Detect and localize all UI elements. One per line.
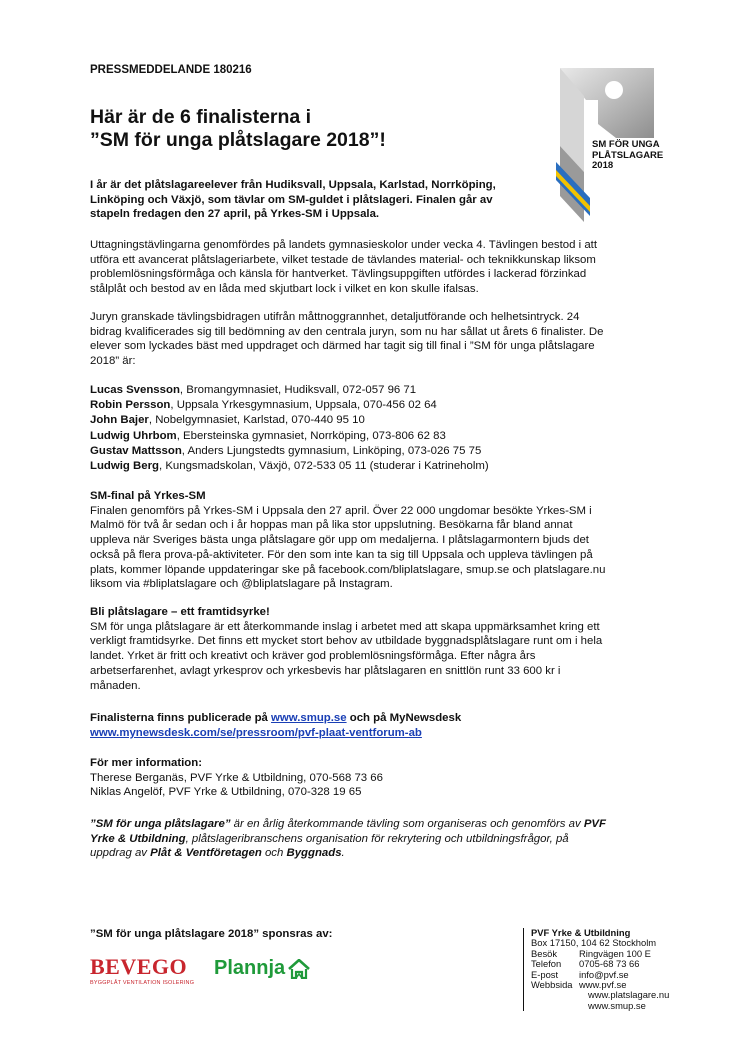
text-line: elever som lyckades bäst med uppdraget och därmed har tagit sig till final i ”SM för unga plåtslagare xyxy=(90,340,595,353)
lead-line: I år är det plåtslagareelever från Hudiksvall, Uppsala, Karlstad, Norrköping, xyxy=(90,179,496,191)
about-text: och xyxy=(261,847,287,860)
text-line: uppleva när Sveriges bästa unga plåtslagare gör upp om medaljerna. I plåtslagarmontern bjuds det xyxy=(90,534,589,547)
section-career xyxy=(90,605,660,693)
list-item xyxy=(90,413,489,428)
bevego-tagline: BYGGPLÅT VENTILATION ISOLERING xyxy=(90,980,195,986)
section-sm-final xyxy=(90,489,660,592)
contact-value[interactable]: www.pvf.se xyxy=(579,979,627,991)
about-text: , plåtslageribranschens organisation för rekrytering och utbildningsfrågor, på xyxy=(185,832,569,845)
text-line: arbetserfarenhet, avlagt yrkesprov och yrkesbevis har plåtslagaren en snittlön runt 33 600 kr i xyxy=(90,664,561,677)
plannja-wordmark: Plannja xyxy=(214,957,286,979)
contact-person: Niklas Angelöf, PVF Yrke & Utbildning, 070-328 19 65 xyxy=(90,786,362,799)
finalist-info: , Kungsmadskolan, Växjö, 072-533 05 11 (studerar i Katrineholm) xyxy=(158,460,489,473)
about-text: uppdrag av xyxy=(90,847,151,860)
finalist-name: Gustav Mattsson xyxy=(90,444,182,457)
list-item xyxy=(90,429,489,444)
about-line xyxy=(90,832,660,847)
about-org: PVF xyxy=(583,818,606,830)
finalist-name: John Bajer xyxy=(90,414,149,427)
finalist-name: Ludwig Berg xyxy=(90,460,159,473)
text-line: Malmö för två år sedan och i år hoppas man på lika stor uppslutning. Besökarna får bland annat xyxy=(90,519,573,532)
contact-web[interactable]: www.platslagare.nu xyxy=(588,989,670,1001)
contact-org: PVF Yrke & Utbildning xyxy=(531,927,631,938)
paragraph-jury xyxy=(90,310,660,369)
logo-line-2: PLÅTSLAGARE xyxy=(592,149,664,161)
list-item xyxy=(90,383,489,398)
text-line: Juryn granskade tävlingsbidragen utifrån måttnoggrannhet, detaljutförande och helhetsintryck. 24 xyxy=(90,311,580,323)
more-info-heading: För mer information: xyxy=(90,757,203,769)
finalist-info: , Ebersteinska gymnasiet, Norrköping, 073-806 62 83 xyxy=(176,429,446,442)
lead-paragraph xyxy=(90,178,660,222)
house-icon xyxy=(288,959,310,979)
sponsor-label: ”SM för unga plåtslagare 2018” sponsras av: xyxy=(90,928,333,940)
paragraph-qualification xyxy=(90,238,660,297)
section-heading: Bli plåtslagare – ett framtidsyrke! xyxy=(90,606,270,618)
text-line: plats, kommer löpande uppdateringar ske på facebook.com/bliplatslagare, smup.se och platslagare.nu xyxy=(90,563,606,576)
about-text: är en årlig återkommande tävling som organiseras och genomförs av xyxy=(230,818,584,830)
contact-value[interactable]: info@pvf.se xyxy=(579,968,629,980)
about-paragraph xyxy=(90,817,660,861)
contact-key: Webbsida xyxy=(531,979,573,991)
logo-line-1: SM FÖR UNGA xyxy=(592,139,660,150)
text-line: Finalen genomförs på Yrkes-SM i Uppsala den 27 april. Över 22 000 ungdomar besökte Yrkes-SM i xyxy=(90,504,592,517)
finalist-name: Robin Persson xyxy=(90,399,171,412)
about-line xyxy=(90,817,660,832)
contact-address: Box 17150, 104 62 Stockholm xyxy=(531,937,657,949)
contact-key: Besök xyxy=(531,947,558,959)
text-line: också på flera prova-på-aktiviteter. För den som inte kan ta sig till Uppsala och uppleva tävlingen på xyxy=(90,548,593,561)
text-line: utföra ett avancerat plåtslageriarbete, vilket testade de tävlandes material- och teknikkunskap liksom xyxy=(90,253,596,266)
text-line: stålplåt och bestod av en låda med skjutbart lock i vilket en kon skulle ifalsas. xyxy=(90,283,479,296)
text-line: liksom via #bliplatslagare och @bliplatslagare på Instagram. xyxy=(90,578,393,591)
finalist-info: , Nobelgymnasiet, Karlstad, 070-440 95 10 xyxy=(148,414,365,427)
finalist-name: Ludwig Uhrbom xyxy=(90,429,177,442)
lead-line: Linköping och Växjö, som tävlar om SM-guldet i plåtslageri. Finalen går av xyxy=(90,193,493,206)
text-line: problemlösningsförmåga och känsla för hantverket. Tävlingsuppgiften utfördes i lackerad förzinkad xyxy=(90,268,587,281)
published-middle: och på MyNewsdesk xyxy=(346,712,462,724)
more-info xyxy=(90,756,660,800)
list-item xyxy=(90,444,489,459)
about-event-name: ”SM för unga plåtslagare” xyxy=(90,818,231,830)
published-line xyxy=(90,726,660,741)
bevego-wordmark: BEVEGO xyxy=(90,954,188,979)
list-item xyxy=(90,398,489,413)
page-title xyxy=(90,106,386,152)
finalist-list xyxy=(90,383,489,474)
plannja-logo xyxy=(214,957,310,980)
contact-value: 0705-68 73 66 xyxy=(579,958,640,970)
finalist-info: , Anders Ljungstedts gymnasium, Linköping, 073-026 75 75 xyxy=(181,444,482,457)
text-line: månaden. xyxy=(90,679,141,692)
list-item xyxy=(90,459,489,474)
text-line: SM för unga plåtslagare är ett återkommande inslag i arbetet med att skapa uppmärksamhet kring ett xyxy=(90,620,600,633)
title-line-2: ”SM för unga plåtslagare 2018”! xyxy=(90,129,386,151)
contact-key: E-post xyxy=(531,968,559,980)
published-info xyxy=(90,711,660,740)
section-heading: SM-final på Yrkes-SM xyxy=(90,490,206,502)
lead-line: stapeln fredagen den 27 april, på Yrkes-SM i Uppsala. xyxy=(90,208,380,221)
published-prefix: Finalisterna finns publicerade på xyxy=(90,712,272,724)
finalist-name: Lucas Svensson xyxy=(90,384,180,396)
published-line xyxy=(90,711,660,726)
mynewsdesk-link[interactable]: www.mynewsdesk.com/se/pressroom/pvf-plaat-ventforum-ab xyxy=(90,726,422,739)
about-org: Plåt & Ventföretagen xyxy=(150,847,262,860)
contact-person: Therese Berganäs, PVF Yrke & Utbildning, 070-568 73 66 xyxy=(90,771,383,784)
about-line xyxy=(90,846,660,861)
text-line: Uttagningstävlingarna genomfördes på landets gymnasieskolor under vecka 4. Tävlingen bestod i att xyxy=(90,239,597,251)
finalist-info: , Bromangymnasiet, Hudiksvall, 072-057 96 71 xyxy=(179,384,417,396)
text-line: verkligt framtidsyrke. Det finns ett mycket stort behov av utbildade byggnadsplåtslagare runt om i hela xyxy=(90,635,603,648)
contact-web[interactable]: www.smup.se xyxy=(588,999,646,1011)
smup-link[interactable]: www.smup.se xyxy=(271,712,347,724)
contact-key: Telefon xyxy=(531,958,562,970)
title-line-1: Här är de 6 finalisterna i xyxy=(90,106,312,128)
logo-text xyxy=(592,140,663,172)
about-org: Yrke & Utbildning xyxy=(90,832,186,845)
text-line: landet. Yrket är fritt och kreativt och kräver god problemlösningsförmåga. Efter några års xyxy=(90,650,536,663)
about-text: . xyxy=(341,847,345,860)
press-release-label: PRESSMEDDELANDE 180216 xyxy=(90,64,252,76)
contact-block xyxy=(523,928,669,1011)
bevego-logo xyxy=(90,956,194,986)
text-line: bidrag kvalificerades sig till bedömning av den centrala juryn, som nu har sållat ut årets 6 finalister. De xyxy=(90,325,604,338)
logo-line-3: 2018 xyxy=(592,160,614,171)
finalist-info: , Uppsala Yrkesgymnasium, Uppsala, 070-456 02 64 xyxy=(170,399,437,412)
about-org: Byggnads xyxy=(286,847,342,860)
contact-value: Ringvägen 100 E xyxy=(579,947,651,959)
text-line: 2018” är: xyxy=(90,355,136,368)
